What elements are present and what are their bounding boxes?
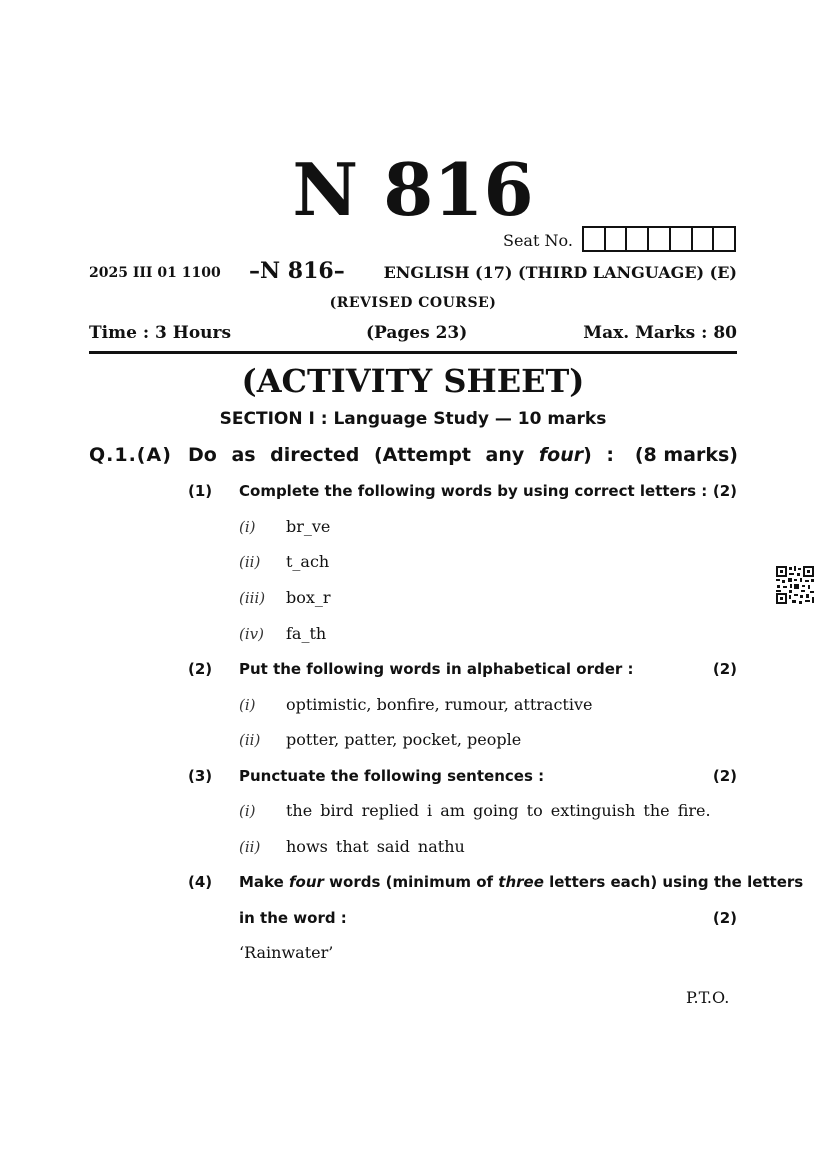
question-label: Q.1.(A) [89,444,172,466]
paper-code-heading: N 816 [292,147,534,232]
seat-digit-box[interactable] [649,228,671,250]
subquestion-marks: (2) [712,660,737,678]
text-part: Make [239,873,290,891]
instruction-text [188,444,614,466]
item-roman: (iv) [239,625,264,643]
paper-code-inline: –N 816– [249,258,345,284]
item-text: hows that said nathu [286,837,465,856]
subquestion-text [239,873,803,891]
qr-code [775,565,815,605]
item-roman: (i) [239,518,256,536]
item-roman: (ii) [239,553,261,571]
pages-label: (Pages 23) [366,323,468,343]
instruction-emphasis: four [538,444,584,466]
item-roman: (iii) [239,589,266,607]
subquestion-number: (3) [188,767,213,785]
item-roman: (ii) [239,838,261,856]
seat-digit-box[interactable] [671,228,693,250]
item-text: t_ach [286,552,330,571]
item-text: the bird replied i am going to extinguish the fire. [286,801,711,820]
text-emphasis: three [498,873,544,891]
course-label: (REVISED COURSE) [329,295,497,311]
section-title: SECTION I : Language Study — 10 marks [219,409,607,429]
instruction-post: ) : [583,444,615,466]
seat-digit-box[interactable] [714,228,734,250]
item-text: potter, patter, pocket, people [286,730,522,749]
item-text: box_r [286,588,331,607]
subquestion-text: Put the following words in alphabetical order : [239,660,634,678]
seat-number-boxes[interactable] [582,226,736,252]
item-roman: (i) [239,696,256,714]
item-text: optimistic, bonfire, rumour, attractive [286,695,593,714]
item-text: br_ve [286,517,331,536]
exam-code: 2025 III 01 1100 [89,265,221,281]
instruction-pre: Do as directed (Attempt any [188,444,539,466]
subquestion-marks: (2) [712,767,737,785]
max-marks-label: Max. Marks : 80 [583,323,737,343]
subject-title: ENGLISH (17) (THIRD LANGUAGE) (E) [383,263,737,282]
item-text: fa_th [286,624,327,643]
text-part: letters each) using the letters [543,873,804,891]
subquestion-number: (4) [188,873,213,891]
header-divider [89,351,737,354]
subquestion-number: (1) [188,482,213,500]
subquestion-text: Punctuate the following sentences : [239,767,545,785]
subquestion-marks: (2) [712,909,737,927]
subquestion-text-line2: in the word : [239,909,347,927]
text-part: words (minimum of [323,873,499,891]
exam-info-line [89,258,737,286]
seat-number-label: Seat No. [503,231,573,250]
subquestion-marks: (2) [712,482,737,500]
given-word: ‘Rainwater’ [239,943,334,962]
subquestion-text: Complete the following words by using correct letters : [239,482,708,500]
time-label: Time : 3 Hours [89,323,232,343]
item-roman: (ii) [239,731,261,749]
subquestion-number: (2) [188,660,213,678]
seat-digit-box[interactable] [627,228,649,250]
sheet-title: (ACTIVITY SHEET) [241,362,585,400]
text-emphasis: four [289,873,324,891]
seat-digit-box[interactable] [584,228,606,250]
seat-digit-box[interactable] [693,228,715,250]
seat-digit-box[interactable] [606,228,628,250]
question-marks: (8 marks) [634,444,738,466]
pto-label: P.T.O. [686,988,730,1007]
item-roman: (i) [239,802,256,820]
